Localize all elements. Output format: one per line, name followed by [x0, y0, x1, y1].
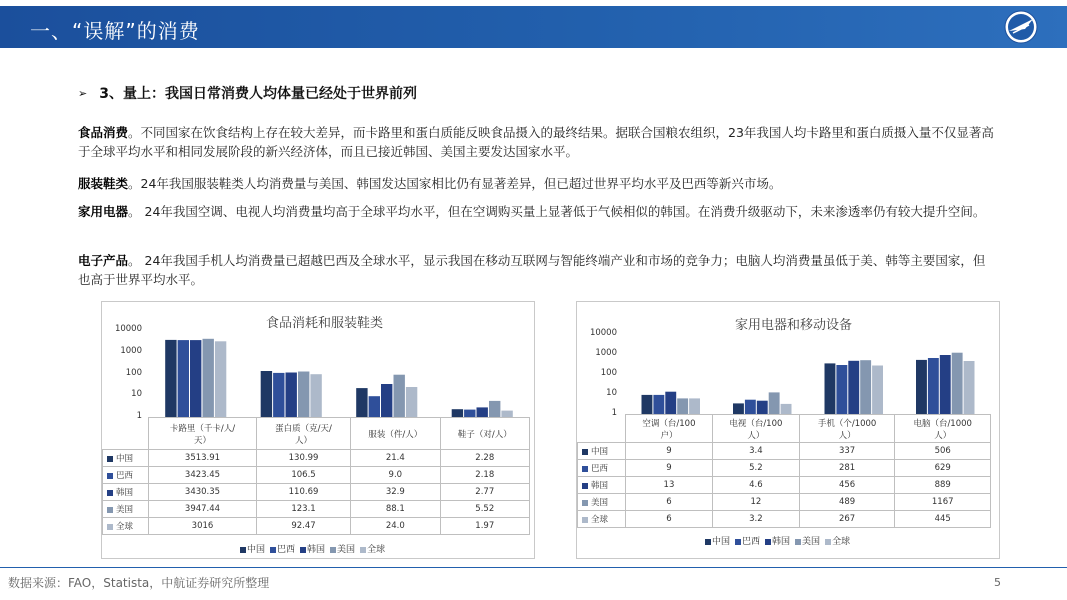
table-row [578, 443, 991, 460]
bar-美国-1 [298, 372, 309, 418]
table-cell: 32.9 [351, 484, 440, 501]
data-table [577, 414, 991, 528]
section-heading [78, 83, 417, 103]
page-number: 5 [994, 576, 1001, 589]
category-label [149, 418, 257, 450]
legend-swatch [240, 547, 246, 553]
table-row [103, 484, 530, 501]
series-row-label [103, 484, 149, 501]
bar-韩国-1 [286, 373, 297, 418]
bar-中国-0 [642, 395, 653, 414]
bar-plot [625, 302, 991, 414]
legend-label: 美国 [337, 545, 356, 555]
legend-swatch [300, 547, 306, 553]
footer-source: 数据来源：FAO，Statista，中航证券研究所整理 [8, 576, 270, 590]
chart-title: 家用电器和移动设备 [735, 318, 853, 333]
bar-韩国-0 [190, 340, 201, 417]
category-label [256, 418, 350, 450]
bar-全球-0 [689, 398, 700, 414]
legend-label: 中国 [247, 545, 266, 555]
category-label-line: 人） [934, 430, 952, 441]
table-cell: 1167 [895, 494, 991, 511]
legend-label: 中国 [712, 537, 731, 547]
bar-韩国-1 [757, 401, 768, 414]
legend-swatch [107, 456, 113, 462]
paragraph-label: 服装鞋类 [78, 176, 129, 191]
category-label-line: 电脑（台/1000 [913, 418, 972, 429]
bar-美国-1 [769, 392, 780, 414]
chart-title: 食品消耗和服装鞋类 [266, 316, 384, 331]
category-label-line: 天） [193, 435, 211, 446]
series-row-label [578, 494, 626, 511]
table-cell: 24.0 [351, 518, 440, 535]
paragraph-text: 。 24年我国手机人均消费量已超越巴西及全球水平，显示我国在移动互联网与智能终端产业和市场的竞争力；电脑人均消费量虽低于美、韩等主要国家，但也高于世界平均水平。 [78, 253, 986, 287]
table-cell: 130.99 [256, 450, 350, 467]
bar-韩国-0 [665, 392, 676, 414]
paragraph-label: 食品消费 [78, 125, 129, 140]
table-cell: 3947.44 [149, 501, 257, 518]
avic-logo-icon [1003, 9, 1039, 45]
data-table [102, 417, 530, 535]
legend-swatch [582, 483, 588, 489]
table-cell: 337 [799, 443, 895, 460]
bar-中国-3 [916, 360, 927, 414]
chart-panel-food-clothing [101, 301, 535, 559]
legend-swatch [270, 547, 276, 553]
legend-swatch [107, 490, 113, 496]
bar-韩国-2 [848, 361, 859, 414]
y-tick-label: 100 [600, 368, 617, 378]
legend-swatch [582, 517, 588, 523]
bar-美国-0 [677, 398, 688, 414]
category-label [626, 415, 713, 443]
series-name: 韩国 [591, 481, 609, 491]
table-cell: 3513.91 [149, 450, 257, 467]
bar-巴西-0 [653, 395, 664, 414]
legend-swatch [107, 507, 113, 513]
bar-中国-2 [825, 363, 836, 414]
table-cell: 9 [626, 443, 713, 460]
y-tick-label: 1 [136, 411, 142, 421]
category-label-line: 手机（个/1000 [817, 418, 877, 429]
table-cell: 88.1 [351, 501, 440, 518]
paragraph-text: 。 24年我国空调、电视人均消费量均高于全球平均水平，但在空调购买量上显著低于气候相似的韩国。在消费升级驱动下，未来渗透率仍有较大提升空间。 [128, 204, 986, 219]
table-cell: 1.97 [440, 518, 529, 535]
table-row [103, 518, 530, 535]
paragraph-appliances [78, 202, 996, 221]
paragraph-text: 。24年我国服装鞋类人均消费量与美国、韩国发达国家相比仍有显著差异，但已超过世界平均水平及巴西等新兴市场。 [128, 176, 782, 191]
table-cell: 3.2 [712, 511, 799, 528]
legend-item [735, 537, 760, 547]
category-label-line: 卡路里（千卡/人/ [169, 423, 236, 434]
legend-item [360, 545, 385, 555]
legend-item [825, 537, 850, 547]
table-corner [103, 418, 149, 450]
series-name: 全球 [116, 522, 134, 532]
legend-item [705, 537, 730, 547]
series-name: 全球 [591, 515, 609, 525]
legend-swatch [582, 466, 588, 472]
bar-美国-2 [394, 375, 405, 417]
bar-韩国-3 [477, 407, 488, 417]
legend-item [240, 545, 265, 555]
y-tick-label: 100 [125, 367, 142, 378]
category-label-line: 户） [660, 430, 678, 441]
bar-中国-1 [261, 371, 272, 417]
legend-label: 韩国 [772, 537, 791, 547]
bar-全球-2 [406, 387, 417, 417]
legend-label: 全球 [832, 537, 851, 547]
legend-swatch [765, 539, 771, 545]
table-cell: 21.4 [351, 450, 440, 467]
page-title: 一、“误解”的消费 [30, 19, 200, 43]
legend-item [330, 545, 355, 555]
legend-swatch [825, 539, 831, 545]
table-cell: 506 [895, 443, 991, 460]
y-tick-label: 1 [611, 408, 617, 418]
legend-item [765, 537, 790, 547]
bar-美国-0 [203, 339, 214, 417]
table-cell: 13 [626, 477, 713, 494]
paragraph-electronics [78, 251, 996, 289]
table-row [578, 477, 991, 494]
bullet-arrow-icon: ➢ [78, 86, 88, 100]
y-tick-label: 1000 [595, 348, 617, 358]
chart-panel-appliances-devices [576, 301, 1000, 559]
bar-巴西-0 [178, 340, 189, 417]
table-cell: 6 [626, 511, 713, 528]
bar-巴西-2 [836, 365, 847, 414]
legend-label: 巴西 [277, 545, 296, 555]
table-cell: 889 [895, 477, 991, 494]
legend-swatch [107, 524, 113, 530]
table-row [578, 511, 991, 528]
legend-swatch [795, 539, 801, 545]
series-name: 美国 [116, 505, 134, 515]
legend-item [300, 545, 325, 555]
category-label [351, 418, 440, 450]
table-row [103, 501, 530, 518]
table-cell: 123.1 [256, 501, 350, 518]
bar-全球-1 [781, 404, 792, 414]
table-row [578, 460, 991, 477]
legend-label: 美国 [802, 537, 821, 547]
category-label [440, 418, 529, 450]
legend-item [270, 545, 295, 555]
table-cell: 9 [626, 460, 713, 477]
table-cell: 267 [799, 511, 895, 528]
bar-巴西-3 [464, 410, 475, 417]
legend-label: 韩国 [307, 545, 326, 555]
y-tick-label: 10 [131, 389, 142, 400]
chart-legend [705, 534, 855, 547]
series-row-label [578, 460, 626, 477]
bar-中国-1 [733, 403, 744, 414]
table-cell: 92.47 [256, 518, 350, 535]
category-label [712, 415, 799, 443]
category-label-line: 人） [295, 435, 313, 446]
category-label [799, 415, 895, 443]
table-cell: 5.2 [712, 460, 799, 477]
chart-legend [240, 542, 390, 555]
legend-swatch [582, 449, 588, 455]
table-cell: 9.0 [351, 467, 440, 484]
table-cell: 456 [799, 477, 895, 494]
series-name: 巴西 [116, 471, 134, 481]
series-row-label [103, 501, 149, 518]
category-label-line: 鞋子（对/人） [457, 429, 512, 440]
legend-swatch [107, 473, 113, 479]
table-row [103, 450, 530, 467]
bar-全球-3 [964, 361, 975, 414]
table-cell: 4.6 [712, 477, 799, 494]
series-name: 中国 [591, 447, 609, 457]
header-bar [0, 6, 1067, 48]
table-cell: 445 [895, 511, 991, 528]
table-cell: 2.18 [440, 467, 529, 484]
series-name: 美国 [591, 498, 609, 508]
category-label-line: 人） [838, 430, 856, 441]
legend-label: 巴西 [742, 537, 761, 547]
series-row-label [578, 511, 626, 528]
bar-巴西-3 [928, 358, 939, 414]
category-label-line: 空调（台/100 [642, 418, 696, 429]
series-row-label [103, 518, 149, 535]
table-cell: 6 [626, 494, 713, 511]
series-row-label [103, 467, 149, 484]
table-row [578, 494, 991, 511]
bar-全球-1 [310, 374, 321, 417]
series-row-label [578, 477, 626, 494]
table-cell: 12 [712, 494, 799, 511]
bar-美国-3 [952, 353, 963, 414]
table-cell: 5.52 [440, 501, 529, 518]
paragraph-clothing [78, 174, 996, 193]
table-cell: 3430.35 [149, 484, 257, 501]
series-name: 韩国 [116, 488, 134, 498]
y-tick-label: 1000 [120, 345, 142, 356]
bar-全球-2 [872, 366, 883, 415]
table-cell: 2.77 [440, 484, 529, 501]
legend-swatch [705, 539, 711, 545]
table-cell: 106.5 [256, 467, 350, 484]
category-label-line: 服装（件/人） [368, 429, 423, 440]
bar-中国-3 [452, 409, 463, 417]
paragraph-label: 家用电器 [78, 204, 129, 219]
paragraph-food [78, 123, 996, 161]
table-cell: 3.4 [712, 443, 799, 460]
category-label-line: 蛋白质（克/天/ [275, 423, 332, 434]
paragraph-label: 电子产品 [78, 253, 129, 268]
category-label-line: 人） [747, 430, 765, 441]
table-corner [578, 415, 626, 443]
series-row-label [578, 443, 626, 460]
y-tick-label: 10 [606, 388, 617, 398]
table-row [103, 467, 530, 484]
category-label-line: 电视（台/100 [729, 418, 783, 429]
bar-全球-0 [215, 341, 226, 417]
legend-item [795, 537, 820, 547]
bar-巴西-2 [369, 396, 380, 417]
bar-巴西-1 [273, 373, 284, 417]
table-cell: 2.28 [440, 450, 529, 467]
section-title: 3、量上：我国日常消费人均体量已经处于世界前列 [99, 86, 417, 102]
table-cell: 3016 [149, 518, 257, 535]
table-cell: 110.69 [256, 484, 350, 501]
table-cell: 489 [799, 494, 895, 511]
y-tick-label: 10000 [589, 328, 617, 338]
legend-label: 全球 [367, 545, 386, 555]
table-cell: 629 [895, 460, 991, 477]
paragraph-text: 。不同国家在饮食结构上存在较大差异，而卡路里和蛋白质能反映食品摄入的最终结果。据联合国粮农组织，23年我国人均卡路里和蛋白质摄入量不仅显著高于全球平均水平和相同发展阶段的新兴经济体，而且已接近韩国、美国主要发达国家水平。 [78, 125, 994, 159]
legend-swatch [582, 500, 588, 506]
series-name: 巴西 [591, 464, 609, 474]
bar-中国-0 [165, 340, 176, 417]
y-tick-label: 10000 [114, 324, 142, 334]
table-cell: 3423.45 [149, 467, 257, 484]
category-label [895, 415, 991, 443]
bar-美国-2 [860, 360, 871, 414]
legend-swatch [330, 547, 336, 553]
footer-divider [0, 567, 1067, 568]
legend-swatch [360, 547, 366, 553]
series-row-label [103, 450, 149, 467]
bar-韩国-3 [940, 355, 951, 414]
bar-plot [148, 302, 530, 417]
bar-中国-2 [356, 388, 367, 417]
bar-巴西-1 [745, 400, 756, 414]
bar-韩国-2 [381, 384, 392, 417]
series-name: 中国 [116, 454, 134, 464]
legend-swatch [735, 539, 741, 545]
bar-美国-3 [489, 401, 500, 417]
table-cell: 281 [799, 460, 895, 477]
